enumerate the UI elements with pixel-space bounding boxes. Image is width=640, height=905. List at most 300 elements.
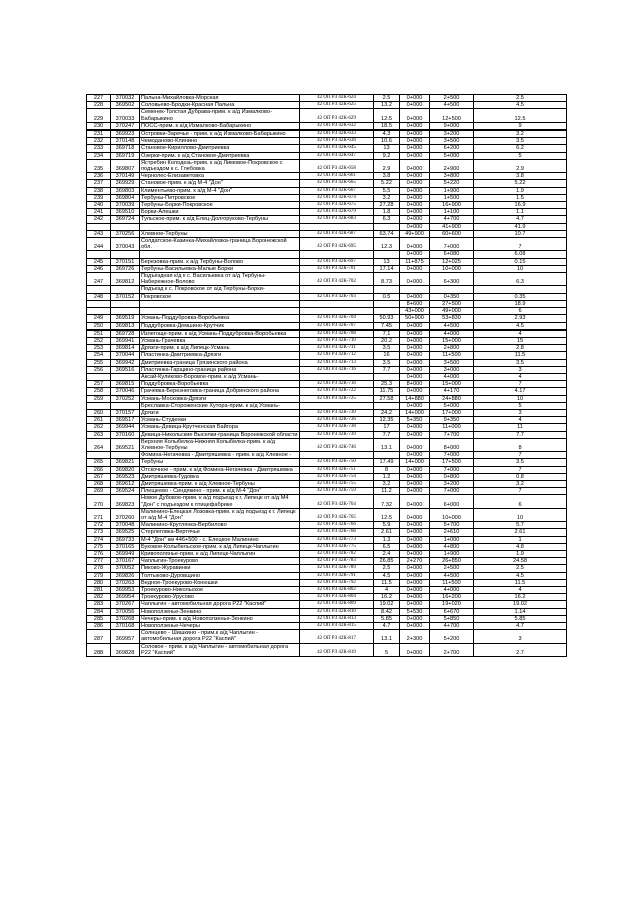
roads-table xyxy=(86,94,567,657)
segment-length-cell: 2.5 xyxy=(474,565,567,572)
road-code-cell xyxy=(300,308,374,315)
segment-end-cell: 3+800 xyxy=(430,173,474,180)
segment-start-cell: 0+000 xyxy=(400,216,430,223)
segment-length-cell: 7 xyxy=(474,466,567,473)
segment-length-cell: 10 xyxy=(474,395,567,402)
table-row xyxy=(87,109,567,122)
segment-end-cell: 0+350 xyxy=(430,293,474,300)
segment-length-cell: 0.35 xyxy=(474,293,567,300)
table-row xyxy=(87,202,567,209)
segment-start-cell: 0+000 xyxy=(400,194,430,201)
segment-end-cell: 9+350 xyxy=(430,417,474,424)
segment-start-cell: 0+000 xyxy=(400,322,430,329)
road-length-cell: 5.22 xyxy=(374,180,400,187)
row-number-cell: 243 xyxy=(87,230,111,237)
road-code-cell: 42 ОП РЗ 42К-739 xyxy=(300,431,374,438)
road-length-cell: 6.5 xyxy=(374,543,400,550)
road-code-cell: 42 ОП РЗ 42К-661 xyxy=(300,173,374,180)
road-code-cell: 42 ОП РЗ 42К-708 xyxy=(300,330,374,337)
segment-length-cell: 2.61 xyxy=(474,529,567,536)
row-number-cell: 283 xyxy=(87,601,111,608)
segment-length-cell: 3.2 xyxy=(474,480,567,487)
table-row xyxy=(87,508,567,521)
road-name-cell: Пиково-Журавинки xyxy=(140,565,300,572)
segment-end-cell: 3+200 xyxy=(430,131,474,138)
road-name-cell: Буковое-Колыбельское-прим. к а/д Липецк-Чаплыгин xyxy=(140,543,300,550)
road-code-cell: 42 ОП РЗ 42К-683 xyxy=(300,216,374,223)
road-code-cell xyxy=(300,286,374,293)
segment-end-cell: 1+900 xyxy=(430,187,474,194)
segment-start-cell: 50+900 xyxy=(400,315,430,322)
road-length-cell: 3.2 xyxy=(374,194,400,201)
segment-start-cell: 0+000 xyxy=(400,529,430,536)
road-name-cell: Бреславка-Стороженские Хутора-прим. к а/д Усмань- xyxy=(140,402,300,409)
road-id-cell xyxy=(111,251,140,258)
road-id-cell: 369929 xyxy=(111,180,140,187)
road-code-cell: 42 ОП РЗ 42К-765 xyxy=(300,508,374,521)
table-row xyxy=(87,315,567,322)
road-code-cell: 42 ОП РЗ 42К-647 xyxy=(300,152,374,159)
segment-end-cell: 3+000 xyxy=(430,366,474,373)
segment-end-cell: 7+000 xyxy=(430,466,474,473)
segment-length-cell: 6.08 xyxy=(474,251,567,258)
row-number-cell: 256 xyxy=(87,366,111,373)
segment-length-cell: 10 xyxy=(474,265,567,272)
road-name-cell: Становое-прим. к а/д М-4 "Дон" xyxy=(140,180,300,187)
segment-start-cell: 0+000 xyxy=(400,131,430,138)
segment-start-cell: 0+000 xyxy=(400,187,430,194)
row-number-cell: 271 xyxy=(87,508,111,521)
road-code-cell: 42 ОП РЗ 42К-702 xyxy=(300,273,374,286)
table-row xyxy=(87,565,567,572)
road-length-cell: 12.35 xyxy=(374,417,400,424)
road-name-cell: Толтыково-Дуровщино xyxy=(140,572,300,579)
segment-length-cell: 4 xyxy=(474,417,567,424)
segment-start-cell: 0+000 xyxy=(400,587,430,594)
row-number-cell xyxy=(87,402,111,409)
segment-start-cell: 0+000 xyxy=(400,508,430,521)
table-row xyxy=(87,293,567,300)
segment-length-cell: 3.5 xyxy=(474,459,567,466)
road-length-cell: 17 xyxy=(374,424,400,431)
road-code-cell: 42 ОП РЗ 42К-817 xyxy=(300,630,374,643)
road-id-cell: 369521 xyxy=(111,438,140,451)
row-number-cell: 235 xyxy=(87,159,111,172)
segment-end-cell: 1+500 xyxy=(430,194,474,201)
road-name-cell: Усмань-Московка-Дрязги xyxy=(140,395,300,402)
road-length-cell: 7.32 xyxy=(374,495,400,508)
table-row xyxy=(87,459,567,466)
segment-start-cell: 0+000 xyxy=(400,473,430,480)
road-length-cell: 6.3 xyxy=(374,216,400,223)
road-id-cell: 370056 xyxy=(111,608,140,615)
table-row xyxy=(87,402,567,409)
road-length-cell: 10.6 xyxy=(374,138,400,145)
segment-start-cell: 0+000 xyxy=(400,438,430,451)
road-name-cell: Тербуны-Петровское xyxy=(140,194,300,201)
road-length-cell: 7.1 xyxy=(374,330,400,337)
road-length-cell: 7.7 xyxy=(374,431,400,438)
road-name-cell: Плещеево - Синдякино - прим. к а/д М-4 "Дон" xyxy=(140,488,300,495)
table-row xyxy=(87,251,567,258)
table-row xyxy=(87,572,567,579)
road-length-cell: 63.74 xyxy=(374,230,400,237)
road-name-cell: Новое Дубовое-прим. к а/д подъезд к г. Липецк от а/д М4 "Дон" с подъездом к птицефабрике xyxy=(140,495,300,508)
road-length-cell: 11.75 xyxy=(374,388,400,395)
segment-length-cell: 2.93 xyxy=(474,315,567,322)
road-code-cell: 42 ОП РЗ 42К-713 xyxy=(300,359,374,366)
road-id-cell: 370148 xyxy=(111,138,140,145)
road-length-cell: 8.73 xyxy=(374,273,400,286)
road-code-cell: 42 ОП РЗ 42К-632 xyxy=(300,122,374,129)
segment-start-cell: 8+000 xyxy=(400,381,430,388)
segment-length-cell: 1.14 xyxy=(474,608,567,615)
road-name-cell: Чемоданово-Клинино xyxy=(140,138,300,145)
segment-length-cell: 9 xyxy=(474,122,567,129)
row-number-cell: 231 xyxy=(87,131,111,138)
road-length-cell: 16.2 xyxy=(374,594,400,601)
road-id-cell: 369726 xyxy=(111,265,140,272)
segment-end-cell: 1+000 xyxy=(430,536,474,543)
segment-end-cell xyxy=(430,286,474,293)
road-length-cell: 2.5 xyxy=(374,95,400,102)
road-id-cell: 370151 xyxy=(111,258,140,265)
segment-length-cell: 4.5 xyxy=(474,102,567,109)
table-row xyxy=(87,337,567,344)
segment-length-cell: 6 xyxy=(474,495,567,508)
segment-length-cell: 1 xyxy=(474,536,567,543)
table-row xyxy=(87,131,567,138)
table-row xyxy=(87,286,567,293)
segment-start-cell: 0+000 xyxy=(400,572,430,579)
segment-start-cell: 0+000 xyxy=(400,180,430,187)
road-length-cell: 1.8 xyxy=(374,209,400,216)
segment-length-cell: 3 xyxy=(474,630,567,643)
segment-length-cell: 10 xyxy=(474,508,567,521)
table-row xyxy=(87,417,567,424)
segment-end-cell: 8+000 xyxy=(430,438,474,451)
segment-end-cell: 1+900 xyxy=(430,551,474,558)
segment-end-cell: 4+170 xyxy=(430,388,474,395)
road-code-cell: 42 ОП РЗ 42К-751 xyxy=(300,466,374,473)
segment-end-cell: 3+500 xyxy=(430,359,474,366)
segment-start-cell: 0+000 xyxy=(400,95,430,102)
road-name-cell: Ястребин Колодезь-прим. к а/д Лимовое-Покровское с подъездом к с. Глебовка xyxy=(140,159,300,172)
road-code-cell: 42 ОП РЗ 42К-703 xyxy=(300,293,374,300)
segment-start-cell: 0+000 xyxy=(400,522,430,529)
row-number-cell: 249 xyxy=(87,315,111,322)
row-number-cell: 239 xyxy=(87,194,111,201)
segment-length-cell: 10.7 xyxy=(474,230,567,237)
row-number-cell: 232 xyxy=(87,138,111,145)
segment-start-cell: 5+350 xyxy=(400,417,430,424)
table-row xyxy=(87,138,567,145)
table-row xyxy=(87,601,567,608)
segment-length-cell: 4.7 xyxy=(474,216,567,223)
segment-length-cell: 18.9 xyxy=(474,300,567,307)
road-id-cell: 370165 xyxy=(111,543,140,550)
row-number-cell: 279 xyxy=(87,572,111,579)
segment-start-cell: 0+000 xyxy=(400,345,430,352)
segment-length-cell: 7 xyxy=(474,488,567,495)
road-id-cell: 369719 xyxy=(111,152,140,159)
road-name-cell: Тербуны-Борки-Покровское xyxy=(140,202,300,209)
segment-end-cell: 7+000 xyxy=(430,488,474,495)
road-name-cell: Новоползенье-Зенкино xyxy=(140,608,300,615)
segment-end-cell: 7+000 xyxy=(430,238,474,251)
road-length-cell xyxy=(374,300,400,307)
row-number-cell: 251 xyxy=(87,330,111,337)
road-id-cell xyxy=(111,286,140,293)
table-row xyxy=(87,366,567,373)
road-length-cell: 5.85 xyxy=(374,615,400,622)
road-id-cell: 370033 xyxy=(111,109,140,122)
road-name-cell: Усмань-Грачевка xyxy=(140,337,300,344)
road-id-cell: 369519 xyxy=(111,315,140,322)
table-row xyxy=(87,322,567,329)
road-length-cell: 20.2 xyxy=(374,337,400,344)
segment-end-cell: 11+000 xyxy=(430,424,474,431)
segment-start-cell: 0+000 xyxy=(400,202,430,209)
road-code-cell: 42 ОП РЗ 42К-759 xyxy=(300,488,374,495)
road-length-cell: 4 xyxy=(374,587,400,594)
road-id-cell xyxy=(111,452,140,459)
road-code-cell: 42 ОП РЗ 42К-638 xyxy=(300,138,374,145)
road-code-cell xyxy=(300,373,374,380)
table-row xyxy=(87,152,567,159)
road-code-cell: 42 ОП РЗ 42К-695 xyxy=(300,238,374,251)
road-length-cell: 7.45 xyxy=(374,322,400,329)
segment-start-cell: 0+000 xyxy=(400,159,430,172)
row-number-cell: 250 xyxy=(87,322,111,329)
road-length-cell: 17.14 xyxy=(374,265,400,272)
road-length-cell: 27.58 xyxy=(374,395,400,402)
row-number-cell: 274 xyxy=(87,536,111,543)
road-id-cell: 369728 xyxy=(111,330,140,337)
segment-start-cell: 0+000 xyxy=(400,273,430,286)
segment-start-cell: 0+000 xyxy=(400,402,430,409)
road-name-cell: Солнцево - Шишкино - прим.к а/д Чаплыгин - автомобильная дорога Р22 "Каспий" xyxy=(140,630,300,643)
row-number-cell: 254 xyxy=(87,352,111,359)
road-length-cell: 3.5 xyxy=(374,359,400,366)
segment-end-cell: 11+500 xyxy=(430,352,474,359)
segment-start-cell: 0+000 xyxy=(400,337,430,344)
table-row xyxy=(87,488,567,495)
road-code-cell: 42 ОП РЗ 42К-716 xyxy=(300,366,374,373)
segment-start-cell: 0+000 xyxy=(400,643,430,656)
segment-start-cell: 49+900 xyxy=(400,230,430,237)
road-name-cell: Дрязги-прим. к а/д Липецк-Усмань xyxy=(140,345,300,352)
segment-end-cell: 1+100 xyxy=(430,209,474,216)
table-row xyxy=(87,381,567,388)
road-code-cell: 42 ОП РЗ 42К-791 xyxy=(300,572,374,579)
road-id-cell: 370149 xyxy=(111,173,140,180)
segment-end-cell: 7+000 xyxy=(430,452,474,459)
road-id-cell: 370263 xyxy=(111,579,140,586)
road-length-cell: 9.2 xyxy=(374,152,400,159)
road-id-cell: 370048 xyxy=(111,522,140,529)
road-name-cell: Становое-Кириллово-Дмитриевка xyxy=(140,145,300,152)
road-name-cell: Тербуны xyxy=(140,459,300,466)
segment-start-cell: 0+000 xyxy=(400,102,430,109)
road-id-cell: 369724 xyxy=(111,216,140,223)
road-id-cell: 369804 xyxy=(111,194,140,201)
segment-length-cell: 16.9 xyxy=(474,202,567,209)
segment-end-cell: 15+000 xyxy=(430,381,474,388)
road-length-cell: 16 xyxy=(374,352,400,359)
road-code-cell: 42 ОП РЗ 42К-768 xyxy=(300,529,374,536)
road-code-cell: 42 ОП РЗ 42К-775 xyxy=(300,543,374,550)
road-id-cell: 369944 xyxy=(111,424,140,431)
row-number-cell: 268 xyxy=(87,480,111,487)
segment-end-cell: 5+220 xyxy=(430,180,474,187)
road-name-cell: Подъездная к/д к с. Васильевка от а/д Тербуны-Набережное-Волово xyxy=(140,273,300,286)
segment-length-cell: 5.22 xyxy=(474,180,567,187)
road-length-cell xyxy=(374,373,400,380)
segment-length-cell: 7 xyxy=(474,381,567,388)
segment-end-cell: 27+500 xyxy=(430,300,474,307)
road-id-cell: 369813 xyxy=(111,322,140,329)
road-id-cell: 369612 xyxy=(111,480,140,487)
row-number-cell xyxy=(87,373,111,380)
table-row xyxy=(87,522,567,529)
segment-end-cell: 15+000 xyxy=(430,337,474,344)
road-length-cell: 2.4 xyxy=(374,551,400,558)
road-id-cell: 369814 xyxy=(111,345,140,352)
segment-length-cell: 16.2 xyxy=(474,594,567,601)
row-number-cell: 266 xyxy=(87,466,111,473)
segment-start-cell: 0+000 xyxy=(400,536,430,543)
row-number-cell: 262 xyxy=(87,424,111,431)
road-name-cell: Девица-Никольские Выселки-граница Воронежской области xyxy=(141,431,298,438)
segment-end-cell: 2+500 xyxy=(430,565,474,572)
row-number-cell: 255 xyxy=(87,359,111,366)
road-code-cell: 42 ОП РЗ 42К-810 xyxy=(300,608,374,615)
table-row xyxy=(87,495,567,508)
segment-length-cell: 24.58 xyxy=(474,558,567,565)
row-number-cell: 280 xyxy=(87,579,111,586)
segment-length-cell: 5 xyxy=(474,402,567,409)
road-code-cell: 42 ОП РЗ 42К-667 xyxy=(300,187,374,194)
road-code-cell: 42 ОП РЗ 42К-712 xyxy=(300,352,374,359)
row-number-cell xyxy=(87,286,111,293)
road-length-cell: 12.5 xyxy=(374,508,400,521)
road-code-cell: 42 ОП РЗ 42К-730 xyxy=(300,409,374,416)
road-id-cell: 369826 xyxy=(111,572,140,579)
row-number-cell: 247 xyxy=(87,273,111,286)
document-page xyxy=(86,94,566,657)
table-row xyxy=(87,273,567,286)
segment-length-cell: 41.9 xyxy=(474,223,567,230)
table-row xyxy=(87,529,567,536)
road-name-cell: Новоползенье-Чечеры xyxy=(140,623,300,630)
road-id-cell: 369523 xyxy=(111,473,140,480)
row-number-cell: 265 xyxy=(87,459,111,466)
road-length-cell: 1.3 xyxy=(374,536,400,543)
segment-start-cell: 0+000 xyxy=(400,480,430,487)
road-code-cell: 42 ОП РЗ 42К-782 xyxy=(300,551,374,558)
road-length-cell: 8.42 xyxy=(374,608,400,615)
segment-end-cell: 12+500 xyxy=(430,109,474,122)
road-length-cell: 2.9 xyxy=(374,159,400,172)
road-length-cell: 2.61 xyxy=(374,529,400,536)
road-length-cell xyxy=(374,223,400,230)
road-id-cell xyxy=(111,223,140,230)
road-code-cell: 42 ОП РЗ 42К-736 xyxy=(300,417,374,424)
row-number-cell: 227 xyxy=(87,95,111,102)
row-number-cell: 285 xyxy=(87,615,111,622)
road-length-cell: 13 xyxy=(374,258,400,265)
row-number-cell: 263 xyxy=(87,431,111,438)
segment-length-cell xyxy=(474,286,567,293)
segment-start-cell: 43+000 xyxy=(400,308,430,315)
road-id-cell: 369812 xyxy=(111,273,140,286)
row-number-cell: 277 xyxy=(87,558,111,565)
table-row xyxy=(87,95,567,102)
road-id-cell: 370267 xyxy=(111,601,140,608)
segment-end-cell: 5+000 xyxy=(430,402,474,409)
road-id-cell: 369733 xyxy=(111,536,140,543)
table-row xyxy=(87,159,567,172)
road-name-cell: Чернолес-Елизаветовка xyxy=(140,173,300,180)
segment-end-cell: 49+000 xyxy=(430,308,474,315)
row-number-cell: 241 xyxy=(87,209,111,216)
segment-start-cell: 0+000 xyxy=(400,145,430,152)
road-id-cell: 369718 xyxy=(111,145,140,152)
road-code-cell xyxy=(300,402,374,409)
segment-end-cell: 2+500 xyxy=(430,95,474,102)
road-code-cell xyxy=(300,251,374,258)
row-number-cell: 257 xyxy=(87,381,111,388)
road-code-cell: 42 ОП РЗ 42К-624 xyxy=(300,95,374,102)
road-id-cell: 369803 xyxy=(111,187,140,194)
road-id-cell: 369821 xyxy=(111,459,140,466)
table-row xyxy=(87,122,567,129)
row-number-cell: 245 xyxy=(87,258,111,265)
road-id-cell: 370152 xyxy=(111,293,140,300)
segment-start-cell: 0+000 xyxy=(400,352,430,359)
road-length-cell: 13.1 xyxy=(374,438,400,451)
segment-end-cell: 6+300 xyxy=(430,273,474,286)
road-name-cell: Поддубровка-Воробьевка xyxy=(140,381,300,388)
road-id-cell: 369957 xyxy=(111,630,140,643)
row-number-cell: 240 xyxy=(87,202,111,209)
road-length-cell: 19.02 xyxy=(374,601,400,608)
segment-length-cell: 11.5 xyxy=(474,579,567,586)
table-row xyxy=(87,536,567,543)
road-name-cell: Дрязги xyxy=(140,409,300,416)
segment-end-cell: 5+000 xyxy=(430,152,474,159)
road-id-cell: 369923 xyxy=(111,131,140,138)
segment-start-cell: 0+000 xyxy=(400,579,430,586)
segment-length-cell: 4.5 xyxy=(474,322,567,329)
row-number-cell: 269 xyxy=(87,488,111,495)
table-row xyxy=(87,608,567,615)
row-number-cell: 287 xyxy=(87,630,111,643)
road-code-cell: 42 ОП РЗ 42К-658 xyxy=(300,159,374,172)
table-row xyxy=(87,308,567,315)
segment-start-cell: 14+880 xyxy=(400,395,430,402)
segment-start-cell: 0+000 xyxy=(400,173,430,180)
segment-length-cell: 7 xyxy=(474,452,567,459)
row-number-cell: 230 xyxy=(87,122,111,129)
segment-end-cell: 41+900 xyxy=(430,223,474,230)
segment-start-cell: 0+000 xyxy=(400,424,430,431)
row-number-cell: 264 xyxy=(87,438,111,451)
road-id-cell: 370260 xyxy=(111,508,140,521)
road-length-cell: 27.28 xyxy=(374,202,400,209)
road-id-cell: 369820 xyxy=(111,466,140,473)
